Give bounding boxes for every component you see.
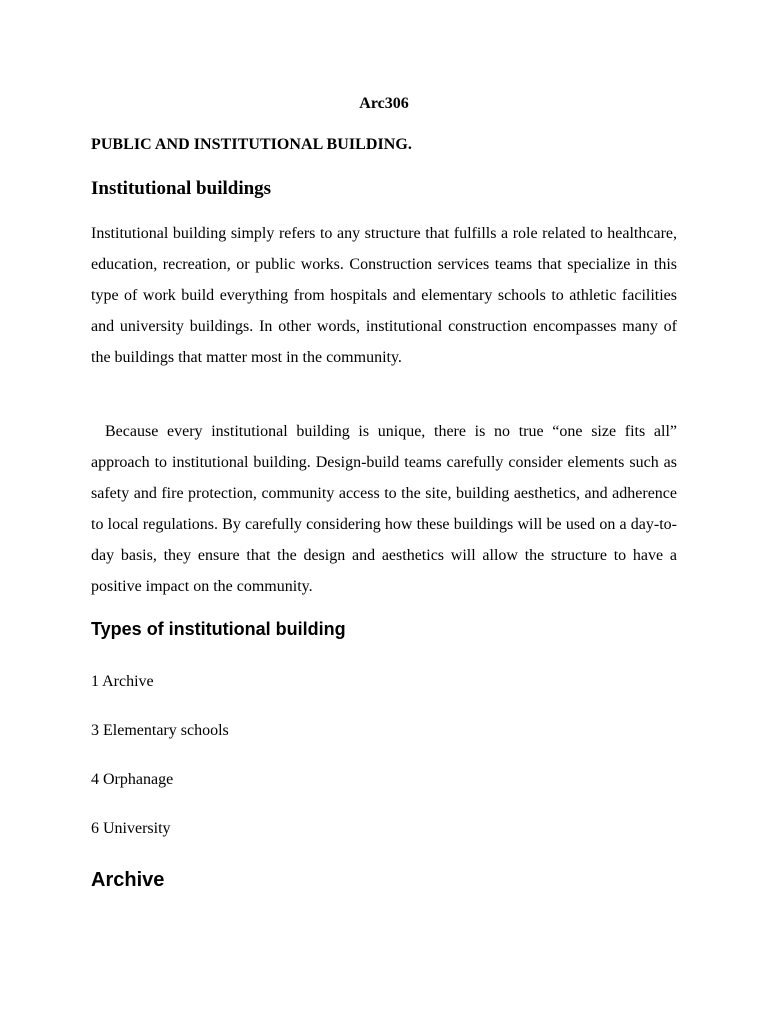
paragraph-design: Because every institutional building is unique, there is no true “one size fits all” approach to institutional building. Design-build teams carefully consider elements such as safety and fire protection, community access to the site, building aesthetics, and adherence to local regulations. By carefully considering how these buildings will be used on a day-to-day basis, they ensure that the design and aesthetics will allow the structure to have a positive impact on the community. [91, 423, 677, 595]
section-heading-institutional-buildings: Institutional buildings [91, 178, 272, 199]
list-item: 6 University [91, 820, 171, 837]
types-list [91, 670, 229, 866]
paragraph-definition: Institutional building simply refers to any structure that fulfills a role related to healthcare, education, recreation, or public works. Construction services teams that specialize in this type of work build everything from hospitals and elementary schools to athletic facilities and university buildings. In other words, institutional construction encompasses many of the buildings that matter most in the community. [91, 225, 677, 366]
list-item: 1 Archive [91, 673, 154, 690]
document-title: PUBLIC AND INSTITUTIONAL BUILDING. [91, 136, 412, 153]
document-page [91, 0, 677, 1024]
course-code: Arc306 [359, 95, 409, 112]
list-item: 3 Elementary schools [91, 722, 229, 739]
types-heading: Types of institutional building [91, 619, 346, 639]
archive-heading: Archive [91, 869, 165, 891]
list-item: 4 Orphanage [91, 771, 174, 788]
